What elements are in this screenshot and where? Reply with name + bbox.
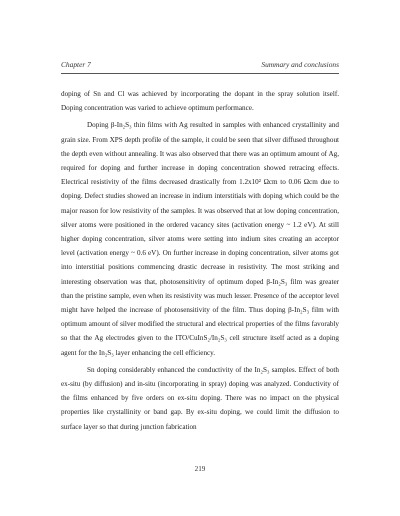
paragraph-continuation: doping of Sn and Cl was achieved by incorporating the dopant in the spray solution itself. Doping concentration was varied to achieve optimum performance. [61,90,339,113]
paragraph-ag-doping: Doping β-In₂S₃ thin films with Ag resulted in samples with enhanced crystallinity and grain size. From XPS depth profile of the sample, it could be seen that silver diffused throughout the depth even without annealing. It was also observed that there was an optimum amount of Ag, required for doping and further increase in doping concentration showed retracing effects. Electrical resistivity of the films decreased drastically from 1.2x10² Ωcm to 0.06 Ωcm due to doping. Defect studies showed an increase in indium interstitials with doping which could be the major reason for low resistivity of the samples. It was observed that at low doping concentration, silver atoms were positioned in the ordered vacancy sites (activation energy ~ 1.2 eV). At still higher doping concentration, silver atoms were setting into indium sites creating an acceptor level (activation energy ~ 0.6 eV). On further increase in doping concentration, silver atoms got into interstitial positions commencing drastic decrease in resistivity. The most striking and interesting observation was that, photosensitivity of optimum doped β-In₂S₃ film was greater than the pristine sample, even when its resistivity was much lesser. Presence of the acceptor level might have helped the increase of photosensitivity of the film. Thus doping β-In₂S₃ film with optimum amount of silver modified the structural and electrical properties of the films favorably so that the Ag electrodes given to the ITO/CuInS₂/In₂S₃ cell structure itself acted as a doping agent for the In₂S₃ layer enhancing the cell efficiency. [61,121,339,357]
body-text [61,87,339,437]
page-number: 219 [194,465,206,473]
running-header [61,60,339,74]
header-section-title: Summary and conclusions [261,60,339,69]
header-rule [61,73,339,74]
paragraph-sn-doping: Sn doping considerably enhanced the conductivity of the In₂S₃ samples. Effect of both ex-situ (by diffusion) and in-situ (incorporating in spray) doping was analyzed. Conductivity of the films enhanced by five orders on ex-situ doping. There was no impact on the physical properties like crystallinity or band gap. By ex-situ doping, we could limit the diffusion to surface layer so that during junction fabrication [61,365,339,431]
header-chapter: Chapter 7 [61,60,91,69]
